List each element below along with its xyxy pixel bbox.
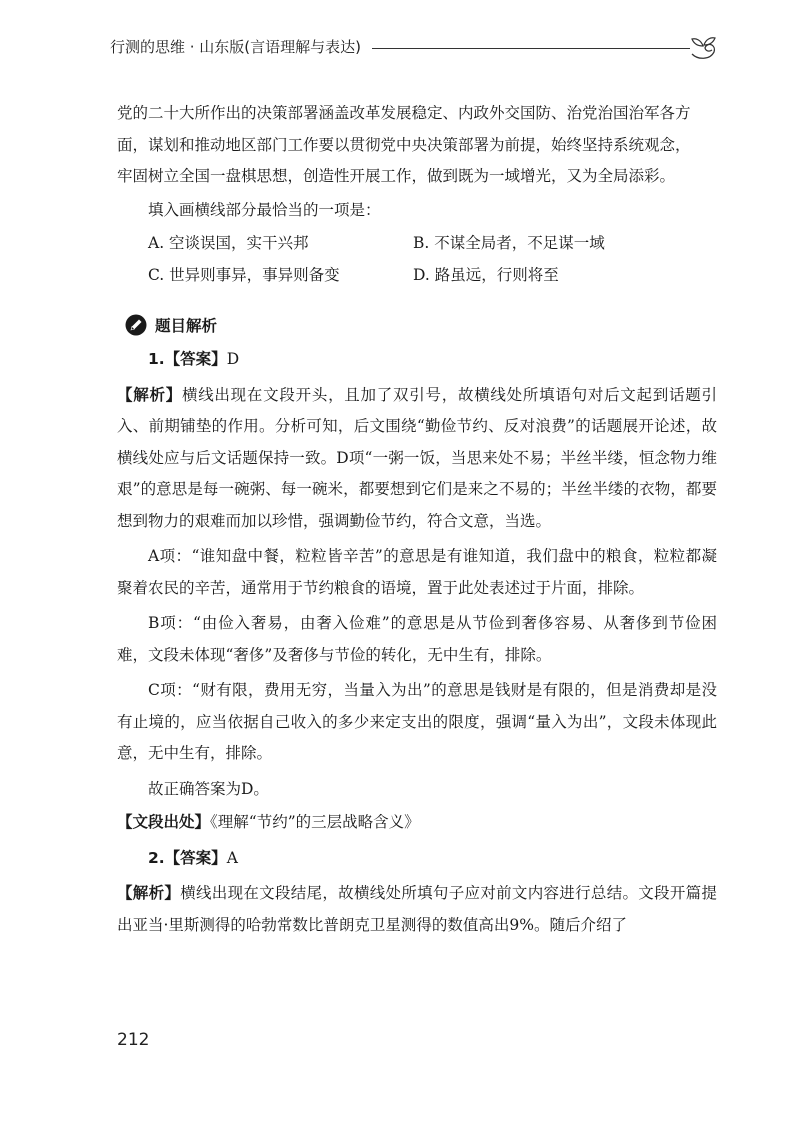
running-header bbox=[110, 34, 720, 64]
q2-explanation-text: 横线出现在文段结尾，故横线处所填句子应对前文内容进行总结。文段开篇提出亚当·里斯测得的哈勃常数比普朗克卫星测得的数值高出9%。随后介绍了 bbox=[117, 884, 717, 934]
passage-line: 党的二十大所作出的决策部署涵盖改革发展稳定、内政外交国防、治党治国治军各方 bbox=[117, 104, 691, 122]
page-number: 212 bbox=[117, 1030, 150, 1050]
running-header-title: 行测的思维 · 山东版(言语理解与表达) bbox=[110, 38, 362, 56]
passage-line: 牢固树立全国一盘棋思想，创造性开展工作，做到既为一域增光，又为全局添彩。 bbox=[117, 167, 676, 185]
q2-explanation bbox=[117, 878, 717, 941]
q1-answer-label: 1.【答案】 bbox=[148, 350, 227, 368]
q1-option-a-analysis: A项：“谁知盘中餐，粒粒皆辛苦”的意思是有谁知道，我们盘中的粮食，粒粒都凝聚着农民的辛苦，通常用于节约粮食的语境，置于此处表述过于片面，排除。 bbox=[117, 547, 717, 597]
passage-line: 面，谋划和推动地区部门工作要以贯彻党中央决策部署为前提，始终坚持系统观念， bbox=[117, 135, 691, 154]
question-prompt: 填入画横线部分最恰当的一项是： bbox=[148, 200, 381, 219]
sprout-icon bbox=[688, 34, 718, 62]
q1-source-text: 《理解“节约”的三层战略含义》 bbox=[210, 813, 420, 831]
q1-explanation bbox=[117, 380, 717, 538]
option-d: D. 路虽远，行则将至 bbox=[413, 266, 559, 284]
answer-options bbox=[117, 228, 717, 292]
q1-option-b-analysis: B项：“由俭入奢易，由奢入俭难”的意思是从节俭到奢侈容易、从奢侈到节俭困难，文段未体现“奢侈”及奢侈与节俭的转化，无中生有，排除。 bbox=[117, 614, 717, 664]
analysis-section-title: 题目解析 bbox=[155, 317, 218, 335]
q1-answer bbox=[117, 344, 717, 376]
q2-answer-value: A bbox=[226, 848, 238, 867]
option-a: A. 空谈误国，实干兴邦 bbox=[148, 234, 309, 252]
q1-answer-value: D bbox=[226, 350, 240, 368]
header-rule bbox=[372, 48, 690, 49]
q2-answer-label: 2.【答案】 bbox=[148, 848, 227, 867]
q1-conclusion: 故正确答案为D。 bbox=[148, 779, 269, 798]
q2-explanation-label: 【解析】 bbox=[117, 884, 181, 902]
page-content bbox=[117, 98, 717, 941]
analysis-section-heading bbox=[117, 310, 717, 340]
q1-source-label: 【文段出处】 bbox=[117, 813, 211, 831]
q1-explanation-text: 横线出现在文段开头，且加了双引号，故横线处所填语句对后文起到话题引入、前期铺垫的作用。分析可知，后文围绕“勤俭节约、反对浪费”的话题展开论述，故横线处应与后文话题保持一致。D项“一粥一饭，当思来处不易；半丝半缕，恒念物力维艰”的意思是每一碗粥、每一碗米，都要想到它们是来之不易的；半丝半缕的衣物，都要想到物力的艰难而加以珍惜，强调勤俭节约，符合文意，当选。 bbox=[117, 385, 717, 530]
option-c: C. 世异则事异，事异则备变 bbox=[148, 266, 340, 284]
q1-option-c-analysis: C项：“财有限，费用无穷，当量入为出”的意思是钱财是有限的，但是消费却是没有止境的，应当依据自己收入的多少来定支出的限度，强调“量入为出”，文段未体现此意，无中生有，排除。 bbox=[117, 681, 717, 762]
q1-explanation-label: 【解析】 bbox=[117, 385, 182, 404]
pencil-badge-icon bbox=[125, 314, 147, 336]
option-b: B. 不谋全局者，不足谋一域 bbox=[413, 234, 605, 252]
q2-answer bbox=[117, 843, 717, 875]
q1-source bbox=[117, 807, 717, 839]
